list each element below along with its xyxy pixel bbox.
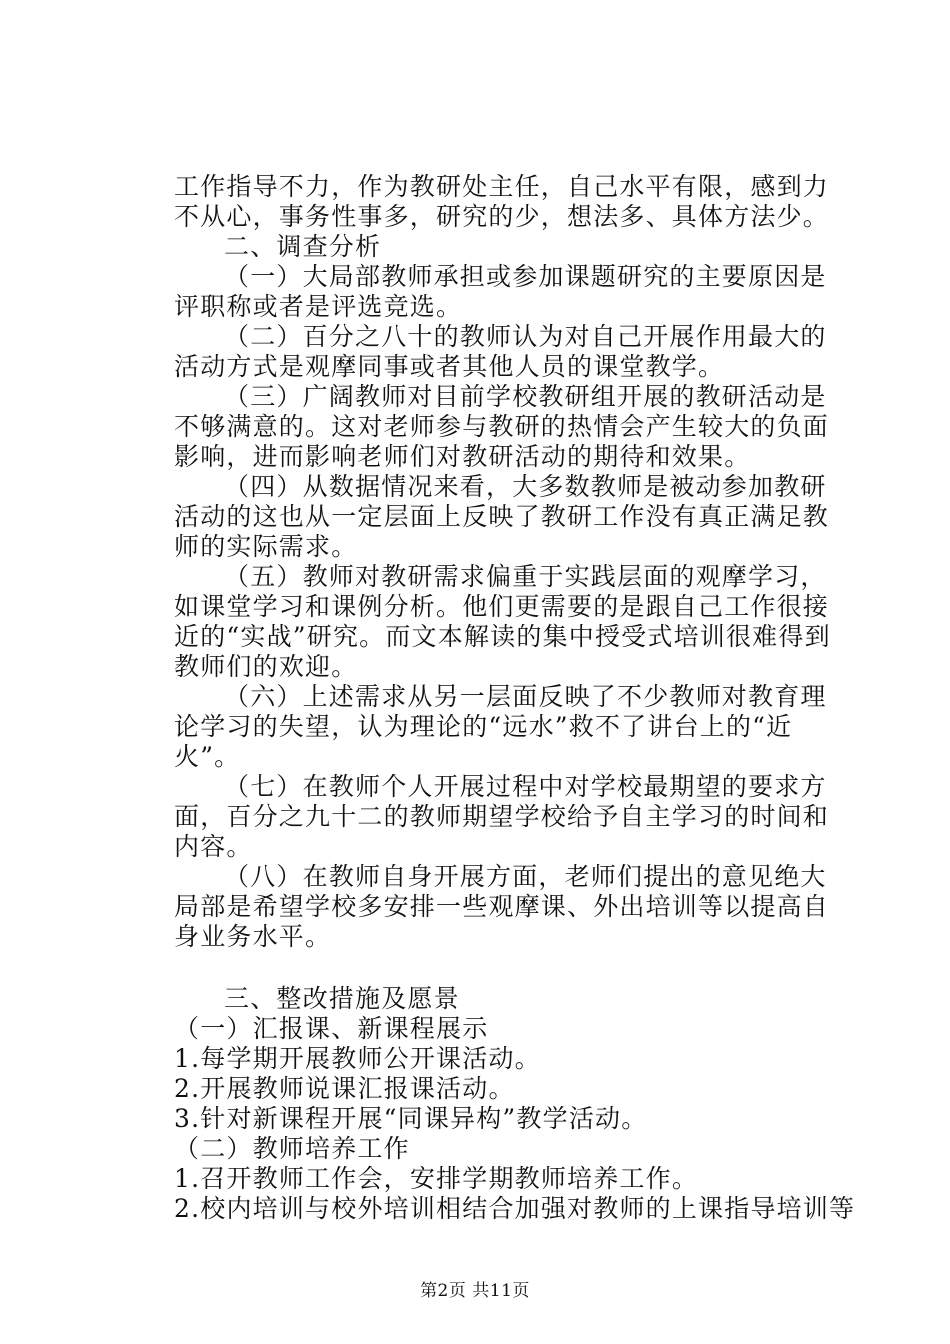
analysis-item-8: （八）在教师自身开展方面，老师们提出的意见绝大局部是希望学校多安排一些观摩课、外出培训等以提高自身业务水平。 [174,862,830,951]
section-heading-2: 二、调查分析 [224,232,382,261]
page-footer: 第2页 共11页 [420,1281,530,1301]
measure-item: 2.校内培训与校外培训相结合加强对教师的上课指导培训等 [174,1194,856,1223]
measure-subheading-1: （一）汇报课、新课程展示 [174,1014,489,1043]
analysis-item-2: （二）百分之八十的教师认为对自己开展作用最大的活动方式是观摩同事或者其他人员的课堂教学。 [174,322,827,381]
analysis-item-6: （六）上述需求从另一层面反映了不少教师对教育理论学习的失望，认为理论的“远水”救不了讲台上的“近火”。 [174,682,827,771]
paragraph-intro: 工作指导不力，作为教研处主任，自己水平有限，感到力不从心，事务性事多，研究的少，想法多、具体方法少。 [174,172,830,231]
analysis-item-5: （五）教师对教研需求偏重于实践层面的观摩学习，如课堂学习和课例分析。他们更需要的是跟自己工作很接近的“实战”研究。而文本解读的集中授受式培训很难得到教师们的欢迎。 [174,562,831,681]
measure-subheading-2: （二）教师培养工作 [174,1134,410,1163]
measure-item: 1.每学期开展教师公开课活动。 [174,1044,541,1073]
analysis-item-1: （一）大局部教师承担或参加课题研究的主要原因是评职称或者是评选竞选。 [174,262,827,321]
measure-item: 3.针对新课程开展“同课异构”教学活动。 [174,1104,648,1133]
analysis-item-7: （七）在教师个人开展过程中对学校最期望的要求方面，百分之九十二的教师期望学校给予自主学习的时间和内容。 [174,772,830,861]
analysis-item-3: （三）广阔教师对目前学校教研组开展的教研活动是不够满意的。这对老师参与教研的热情会产生较大的负面影响，进而影响老师们对教研活动的期待和效果。 [174,382,830,471]
document-body [174,172,856,1224]
measure-item: 1.召开教师工作会，安排学期教师培养工作。 [174,1164,699,1193]
section-heading-3: 三、整改措施及愿景 [224,984,460,1013]
measure-item: 2.开展教师说课汇报课活动。 [174,1074,515,1103]
analysis-item-4: （四）从数据情况来看，大多数教师是被动参加教研活动的这也从一定层面上反映了教研工作没有真正满足教师的实际需求。 [174,472,830,561]
